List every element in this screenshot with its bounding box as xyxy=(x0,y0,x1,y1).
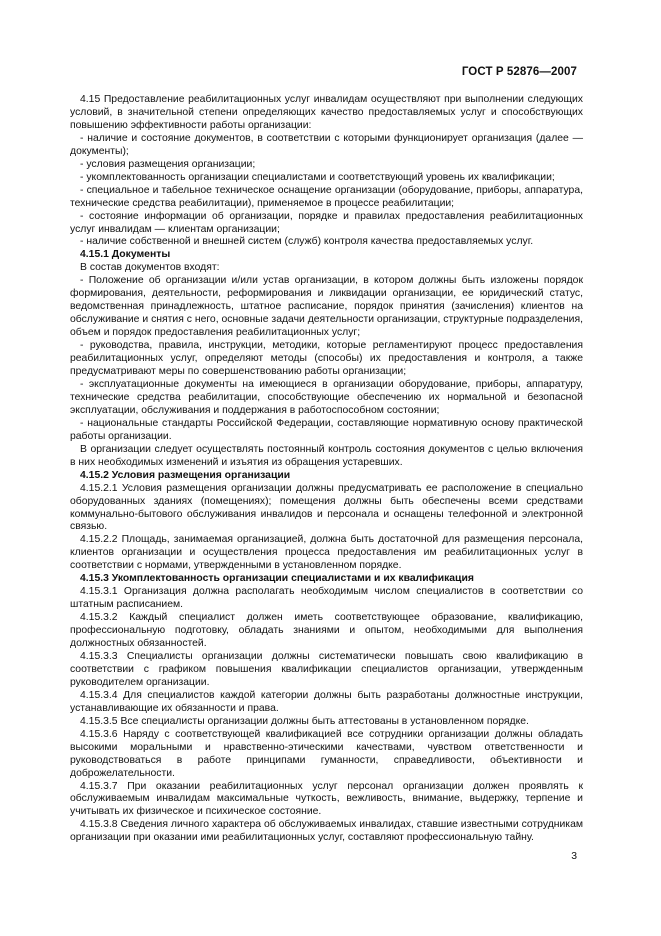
list-item: - состояние информации об организации, порядке и правилах предоставления реабилитационных услуг инвалидам — клиентам организации; xyxy=(70,210,583,235)
paragraph: 4.15.3.1 Организация должна располагать необходимым числом специалистов в соответствии со штатным расписанием. xyxy=(70,586,583,611)
paragraph: 4.15.3.4 Для специалистов каждой категории должны быть разработаны должностные инструкции, устанавливающие их обязанности и права. xyxy=(70,689,583,714)
list-item: - условия размещения организации; xyxy=(80,158,256,170)
list-item: - наличие и состояние документов, в соответствии с которыми функционирует организация (далее — документы); xyxy=(70,132,583,157)
list-item: - Положение об организации и/или устав организации, в котором должны быть изложены порядок формирования, деятельности, реформирования и ликвидации организации, ее юридический статус, ведомственная принадлежность, штатное расписание, порядок принятия (зачисления) клиентов на обслуживание и снятия с него, основные задачи деятельности организации, структурные подразделения, объем и порядок предоставления реабилитационных услуг; xyxy=(70,275,583,339)
paragraph: 4.15.3.7 При оказании реабилитационных услуг персонал организации должен проявлять к обслуживаемым инвалидам максимальные чуткость, вежливость, внимание, выдержку, терпение и учитывать их физическое и психическое состояние. xyxy=(70,780,583,818)
list-item: - национальные стандарты Российской Федерации, составляющие нормативную основу практической работы организации. xyxy=(70,417,583,442)
paragraph: 4.15.2.2 Площадь, занимаемая организацией, должна быть достаточной для размещения персонала, клиентов организации и осуществления процесса предоставления им реабилитационных услуг в соответствии с нормами, утвержденными в установленном порядке. xyxy=(70,534,583,572)
list-item: - наличие собственной и внешней систем (служб) контроля качества предоставляемых услуг. xyxy=(80,236,534,248)
paragraph: 4.15.3.2 Каждый специалист должен иметь соответствующее образование, квалификацию, профессиональную подготовку, обладать знаниями и опытом, необходимыми для выполнения должностных обязанностей. xyxy=(70,612,583,650)
list-item: - специальное и табельное техническое оснащение организации (оборудование, приборы, аппаратура, технические средства реабилитации), применяемое в процессе реабилитации; xyxy=(70,184,583,209)
list-item: - укомплектованность организации специалистами и соответствующий уровень их квалификации; xyxy=(80,171,555,183)
page-number: 3 xyxy=(571,851,577,862)
paragraph: 4.15.3.6 Наряду с соответствующей квалификацией все сотрудники организации должны обладать высокими моральными и нравственно-этическими качествами, чувством ответственности и руководствоваться в работе принципами гуманности, справедливости, объективности и доброжелательности. xyxy=(70,728,583,779)
section-heading-staffing: 4.15.3 Укомплектованность организации специалистами и их квалификация xyxy=(80,573,474,585)
list-item: - руководства, правила, инструкции, методики, которые регламентируют процесс предоставления реабилитационных услуг, определяют методы (способы) их предоставления и контроля, а также предусматривают меры по совершенствованию работы организации; xyxy=(70,340,583,378)
paragraph-4-15: 4.15 Предоставление реабилитационных услуг инвалидам осуществляют при выполнении следующих условий, в значительной степени определяющих качество предоставляемых услуг и способствующих повышению эффективности работы организации: xyxy=(70,94,583,131)
section-heading-placement: 4.15.2 Условия размещения организации xyxy=(80,469,291,481)
list-item: - эксплуатационные документы на имеющиеся в организации оборудование, приборы, аппаратуру, технические средства реабилитации, способствующие обеспечению их нормальной и безопасной эксплуатации, обслуживания и поддержания в работоспособном состоянии; xyxy=(70,378,583,416)
paragraph: 4.15.3.8 Сведения личного характера об обслуживаемых инвалидах, ставшие известными сотрудникам организации при оказании ими реабилитационных услуг, составляют профессиональную тайну. xyxy=(70,819,583,844)
section-heading-documents: 4.15.1 Документы xyxy=(80,249,171,261)
document-header: ГОСТ Р 52876—2007 xyxy=(461,66,577,78)
paragraph: В организации следует осуществлять постоянный контроль состояния документов с целью включения в них необходимых изменений и изъятия из обращения устаревших. xyxy=(70,443,583,468)
document-body xyxy=(70,94,583,845)
paragraph: В состав документов входят: xyxy=(80,262,220,274)
paragraph: 4.15.3.5 Все специалисты организации должны быть аттестованы в установленном порядке. xyxy=(80,715,529,727)
paragraph: 4.15.3.3 Специалисты организации должны систематически повышать свою квалификацию в соответствии с графиком повышения квалификации специалистов организации, утвержденным руководителем организации. xyxy=(70,650,583,688)
paragraph: 4.15.2.1 Условия размещения организации должны предусматривать ее расположение в специально оборудованных зданиях (помещениях); помещения должны быть обеспечены всеми средствами коммунально-бытового обслуживания инвалидов и персонала и оснащены телефонной и электронной связью. xyxy=(70,482,583,533)
